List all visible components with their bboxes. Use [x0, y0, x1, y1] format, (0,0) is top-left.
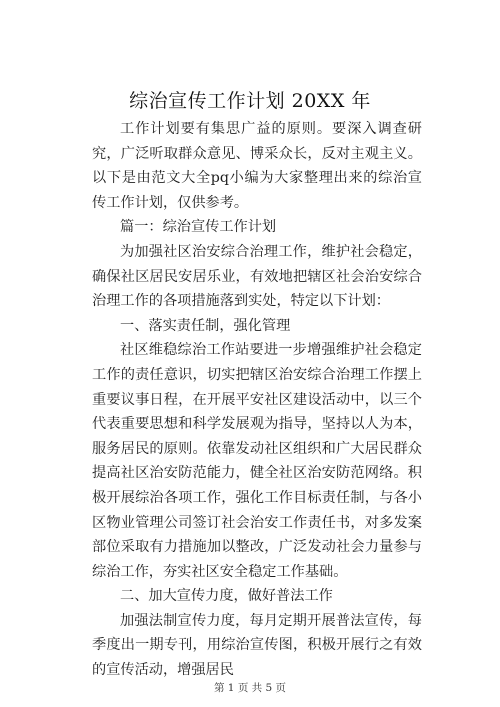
body-paragraph: 社区维稳综治工作站要进一步增强维护社会稳定工作的责任意识，切实把辖区治安综合治理工作摆上重要议事日程，在开展平安社区建设活动中，以三个代表重要思想和科学发展观为指导，坚持以人为本，服务居民的原则。依靠发动社区组织和广大居民群众提高社区治安防范能力，健全社区治安防范网络。积极开展综治各项工作，强化工作目标责任制，与各小区物业管理公司签订社会治安工作责任书，对多发案部位采取有力措施加以整改，广泛发动社会力量参与综治工作，夯实社区安全稳定工作基础。	[92, 342, 422, 580]
section-heading-1: 一、落实责任制，强化管理	[120, 317, 291, 334]
section-heading-part-one: 篇一：综治宣传工作计划	[120, 219, 277, 236]
section-heading-2: 二、加大宣传力度，做好普法工作	[120, 588, 333, 605]
page-footer: 第 1 页 共 5 页	[213, 682, 287, 694]
body-paragraph: 为加强社区治安综合治理工作，维护社会稳定，确保社区居民安居乐业，有效地把辖区社会治安综合治理工作的各项措施落到实处，特定以下计划：	[92, 243, 422, 310]
document-title: 综治宣传工作计划 20XX 年	[129, 90, 371, 112]
body-paragraph: 加强法制宣传力度，每月定期开展普法宣传，每季度出一期专刊，用综治宣传图，积极开展行之有效的宣传活动，增强居民	[92, 612, 422, 679]
document-body	[92, 117, 422, 683]
intro-paragraph: 工作计划要有集思广益的原则。要深入调查研究，广泛听取群众意见、博采众长，反对主观主义。以下是由范文大全pq小编为大家整理出来的综治宣传工作计划，仅供参考。	[92, 121, 422, 211]
